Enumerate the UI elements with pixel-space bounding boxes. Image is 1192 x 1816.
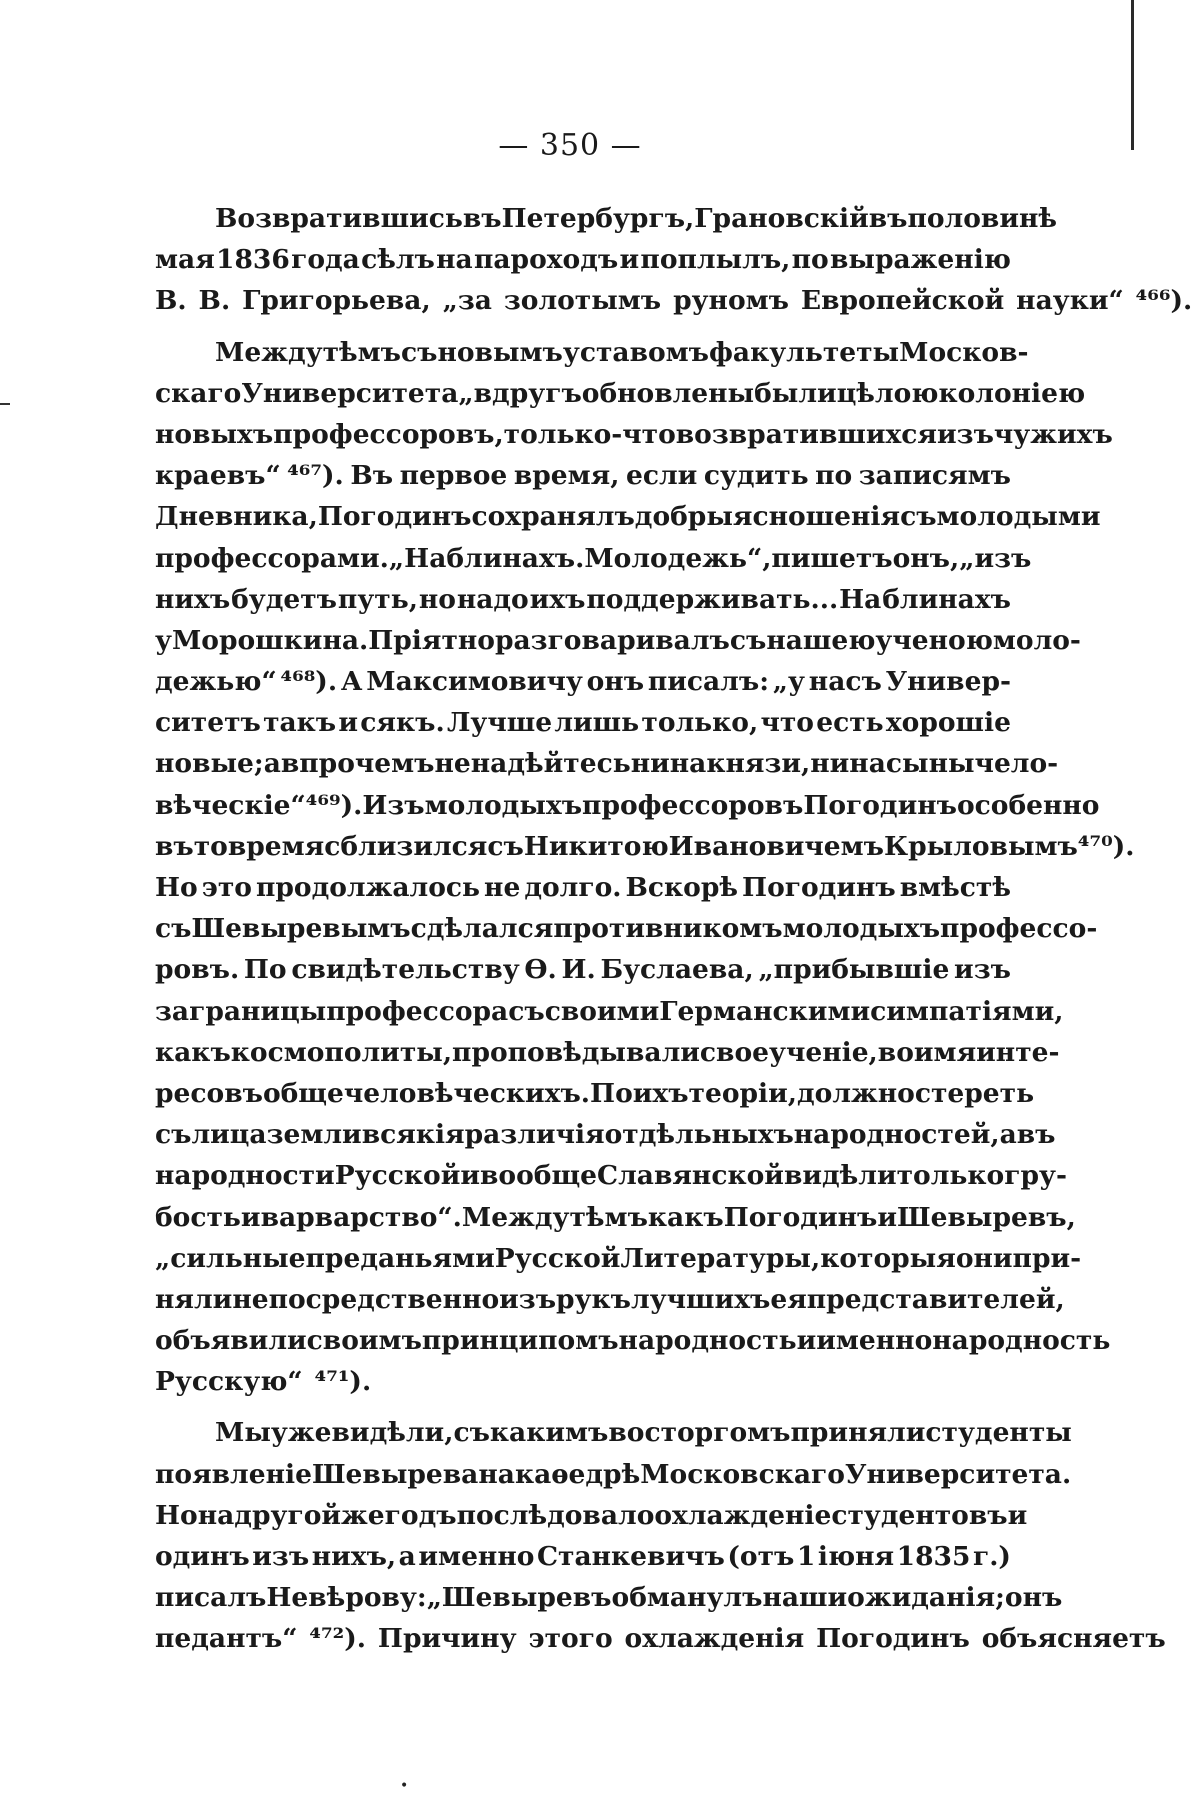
- text-line: ресовъ общечеловѣческихъ. По ихъ теоріи, должно стереть: [155, 1077, 1035, 1109]
- text-line: съ лица земли всякія различія отдѣльныхъ народностей, а въ: [155, 1119, 1056, 1151]
- text-line: ровъ. По свидѣтельству Ѳ. И. Буслаева, „прибывшіе изъ: [155, 954, 1011, 986]
- text-line: няли непосредственно изъ рукъ лучшихъ ея представителей,: [155, 1283, 1065, 1315]
- text-line: Мы уже видѣли, съ какимъ восторгомъ приняли студенты: [215, 1417, 1072, 1449]
- text-line: новыхъ профессоровъ, только-что возвратившихся изъ чужихъ: [155, 418, 1113, 450]
- margin-tick-mark: [0, 403, 10, 405]
- text-line: появленіе Шевырева на каѳедрѣ Московскаго Университета.: [155, 1458, 1072, 1490]
- text-line: народности Русской и вообще Славянской видѣли только гру-: [155, 1160, 1067, 1192]
- text-line: Русскую“ ⁴⁷¹).: [155, 1366, 372, 1398]
- text-line: Между тѣмъ съ новымъ уставомъ факультеты Москов-: [215, 336, 1029, 368]
- text-line: объявили своимъ принципомъ народность и именно народность: [155, 1325, 1111, 1357]
- text-line: бость и варварство“. Между тѣмъ какъ Погодинъ и Шевыревъ,: [155, 1201, 1076, 1233]
- text-line: одинъ изъ нихъ, а именно Станкевичъ (отъ 1 іюня 1835 г.): [155, 1541, 1011, 1572]
- text-line: Дневника, Погодинъ сохранялъ добрыя сношенія съ молодыми: [155, 501, 1101, 533]
- text-line: мая 1836 года сѣлъ на пароходъ и поплылъ, по выраженію: [155, 244, 1011, 276]
- text-line: Но это продолжалось не долго. Вскорѣ Погодинъ вмѣстѣ: [155, 872, 1011, 903]
- page-number: — 350 —: [498, 128, 642, 163]
- body-text: [155, 198, 1192, 1660]
- text-line: дежью“ ⁴⁶⁸). А Максимовичу онъ писалъ: „у насъ Универ-: [155, 666, 1011, 698]
- text-line: писалъ Невѣрову: „Шевыревъ обманулъ наши ожиданія; онъ: [155, 1582, 1063, 1614]
- text-line: В. В. Григорьева, „за золотымъ руномъ Европейской науки“ ⁴⁶⁶).: [155, 285, 1192, 317]
- text-line: какъ космополиты, проповѣдывали свое ученіе, во имя инте-: [155, 1036, 1060, 1068]
- text-line: въ то время сблизился съ Никитою Ивановичемъ Крыловымъ ⁴⁷⁰).: [155, 830, 1135, 862]
- text-line: съ Шевыревымъ сдѣлался противникомъ молодыхъ профессо-: [155, 913, 1098, 945]
- text-line: Но на другой же годъ послѣдовало охлажденіе студентовъ и: [155, 1499, 1028, 1531]
- text-line: Возвратившись въ Петербургъ, Грановскій въ половинѣ: [215, 203, 1058, 234]
- text-line: педантъ“ ⁴⁷²). Причину этого охлажденія Погодинъ объясняетъ: [155, 1623, 1166, 1655]
- text-line: „сильные преданьями Русской Литературы, которыя они при-: [155, 1242, 1082, 1274]
- text-line: нихъ будетъ путь, но надо ихъ поддерживать... На блинахъ: [155, 583, 1011, 615]
- text-line: профессорами. „На блинахъ. Молодежь“, пишетъ онъ, „изъ: [155, 542, 1032, 574]
- text-line: скаго Университета „вдругъ обновлены были цѣлою колоніею: [155, 377, 1086, 409]
- text-line: краевъ“ ⁴⁶⁷). Въ первое время, если судить по записямъ: [155, 460, 1011, 492]
- text-line: у Морошкина. Пріятно разговаривалъ съ нашею ученою моло-: [155, 624, 1081, 656]
- text-line: вѣческіе“ ⁴⁶⁹). Изъ молодыхъ профессоровъ Погодинъ особенно: [155, 789, 1100, 821]
- text-line: ситетъ такъ и сякъ. Лучше лишь только, что есть хорошіе: [155, 707, 1011, 739]
- text-line: новые; а впрочемъ не надѣйтесь ни на князи, ни на сыны чело-: [155, 748, 1059, 780]
- text-line: заграницы профессора съ своими Германскими симпатіями,: [155, 995, 1064, 1027]
- footer-ink-mark: •: [400, 1778, 409, 1794]
